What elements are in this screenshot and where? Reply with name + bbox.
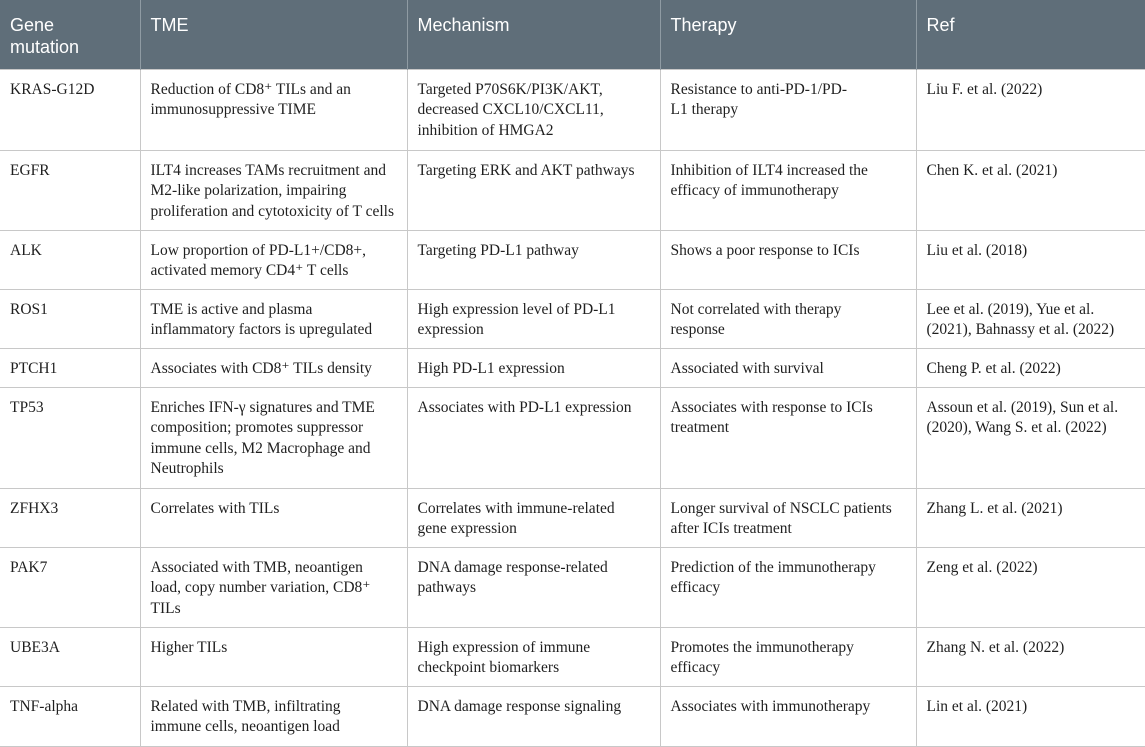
cell-tme: Low proportion of PD-L1+/CD8+, activated memory CD4⁺ T cells [140,230,407,289]
cell-tme: ILT4 increases TAMs recruitment and M2-like polarization, impairing proliferation and cytotoxicity of T cells [140,150,407,230]
cell-gene: ALK [0,230,140,289]
cell-gene: KRAS-G12D [0,69,140,150]
cell-gene: PTCH1 [0,348,140,387]
header-ref: Ref [916,0,1145,69]
cell-ref: Zhang N. et al. (2022) [916,627,1145,686]
cell-mechanism: High expression of immune checkpoint biomarkers [407,627,660,686]
cell-ref: Liu et al. (2018) [916,230,1145,289]
table-body [0,69,1145,746]
cell-tme: TME is active and plasma inflammatory factors is upregulated [140,289,407,348]
table-row [0,69,1145,150]
cell-mechanism: High expression level of PD-L1 expression [407,289,660,348]
cell-therapy: Not correlated with therapy response [660,289,916,348]
cell-tme: Related with TMB, infiltrating immune cells, neoantigen load [140,686,407,746]
table-row [0,627,1145,686]
header-mechanism: Mechanism [407,0,660,69]
table-header [0,0,1145,69]
cell-tme: Correlates with TILs [140,488,407,547]
cell-mechanism: Correlates with immune-related gene expression [407,488,660,547]
cell-mechanism: Targeted P70S6K/PI3K/AKT, decreased CXCL10/CXCL11, inhibition of HMGA2 [407,69,660,150]
cell-therapy: Resistance to anti-PD-1/PD- L1 therapy [660,69,916,150]
table-row [0,289,1145,348]
cell-therapy: Prediction of the immunotherapy efficacy [660,547,916,627]
cell-mechanism: Targeting ERK and AKT pathways [407,150,660,230]
cell-tme: Associates with CD8⁺ TILs density [140,348,407,387]
cell-mechanism: Associates with PD-L1 expression [407,387,660,488]
table-row [0,348,1145,387]
cell-gene: ROS1 [0,289,140,348]
cell-therapy: Associated with survival [660,348,916,387]
cell-mechanism: DNA damage response-related pathways [407,547,660,627]
cell-gene: EGFR [0,150,140,230]
cell-ref: Chen K. et al. (2021) [916,150,1145,230]
header-tme: TME [140,0,407,69]
cell-ref: Zeng et al. (2022) [916,547,1145,627]
cell-mechanism: Targeting PD-L1 pathway [407,230,660,289]
cell-ref: Zhang L. et al. (2021) [916,488,1145,547]
header-row [0,0,1145,69]
cell-gene: TNF-alpha [0,686,140,746]
cell-therapy: Promotes the immunotherapy efficacy [660,627,916,686]
cell-mechanism: High PD-L1 expression [407,348,660,387]
cell-tme: Higher TILs [140,627,407,686]
cell-mechanism: DNA damage response signaling [407,686,660,746]
cell-tme: Reduction of CD8⁺ TILs and an immunosuppressive TIME [140,69,407,150]
cell-therapy: Shows a poor response to ICIs [660,230,916,289]
cell-ref: Assoun et al. (2019), Sun et al. (2020), Wang S. et al. (2022) [916,387,1145,488]
cell-gene: ZFHX3 [0,488,140,547]
cell-gene: UBE3A [0,627,140,686]
table-row [0,547,1145,627]
table-row [0,686,1145,746]
cell-therapy: Inhibition of ILT4 increased the efficacy of immunotherapy [660,150,916,230]
cell-tme: Enriches IFN-γ signatures and TME composition; promotes suppressor immune cells, M2 Macrophage and Neutrophils [140,387,407,488]
table-row [0,488,1145,547]
cell-ref: Lee et al. (2019), Yue et al. (2021), Bahnassy et al. (2022) [916,289,1145,348]
table-row [0,387,1145,488]
table-row [0,230,1145,289]
table-row [0,150,1145,230]
cell-therapy: Associates with response to ICIs treatment [660,387,916,488]
cell-ref: Liu F. et al. (2022) [916,69,1145,150]
header-therapy: Therapy [660,0,916,69]
cell-gene: TP53 [0,387,140,488]
cell-therapy: Longer survival of NSCLC patients after ICIs treatment [660,488,916,547]
cell-gene: PAK7 [0,547,140,627]
cell-ref: Lin et al. (2021) [916,686,1145,746]
cell-tme: Associated with TMB, neoantigen load, copy number variation, CD8⁺ TILs [140,547,407,627]
header-gene-mutation: Gene mutation [0,0,140,69]
cell-therapy: Associates with immunotherapy [660,686,916,746]
cell-ref: Cheng P. et al. (2022) [916,348,1145,387]
